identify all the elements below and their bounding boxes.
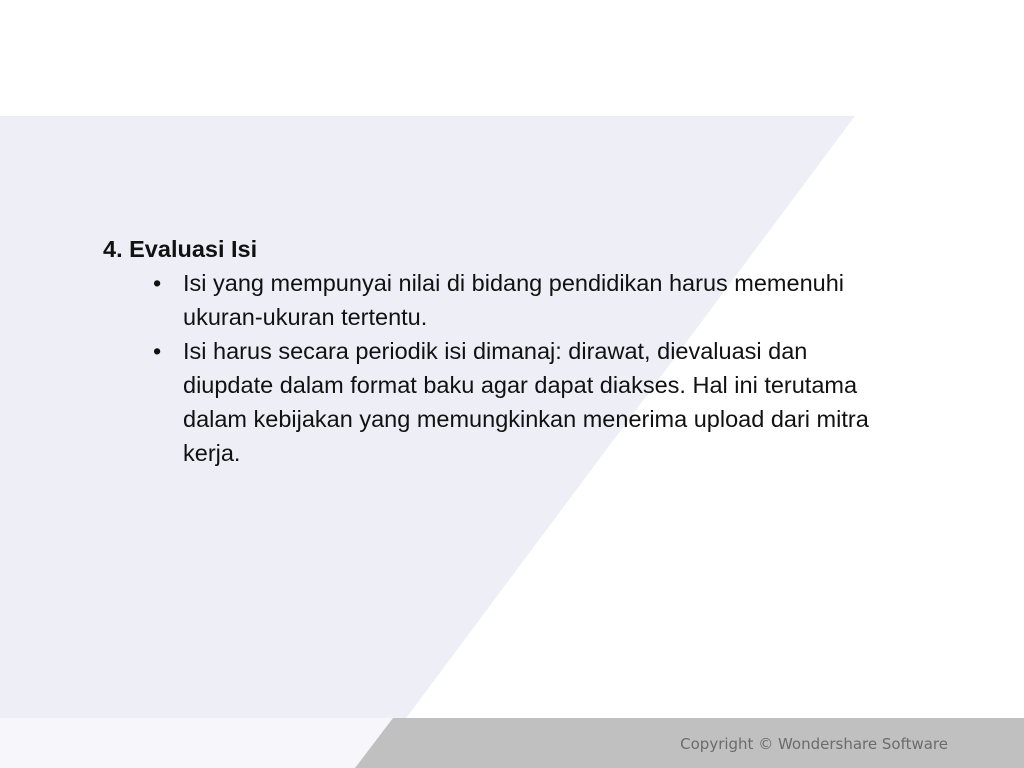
bullet-list <box>103 266 903 470</box>
bullet-text: Isi harus secara periodik isi dimanaj: dirawat, dievaluasi dan diupdate dalam format baku agar dapat diakses. Hal ini terutama dalam kebijakan yang memungkinkan menerima upload dari mitra kerja. <box>183 338 869 466</box>
bullet-item <box>103 334 903 470</box>
bullet-marker: • <box>153 270 162 296</box>
slide-content <box>103 232 903 470</box>
bullet-text: Isi yang mempunyai nilai di bidang pendidikan harus memenuhi ukuran-ukuran tertentu. <box>183 270 845 330</box>
bullet-marker: • <box>153 338 162 364</box>
slide-heading: 4. Evaluasi Isi <box>103 236 258 262</box>
bullet-item <box>103 266 903 334</box>
footer-copyright: Copyright © Wondershare Software <box>680 735 948 753</box>
